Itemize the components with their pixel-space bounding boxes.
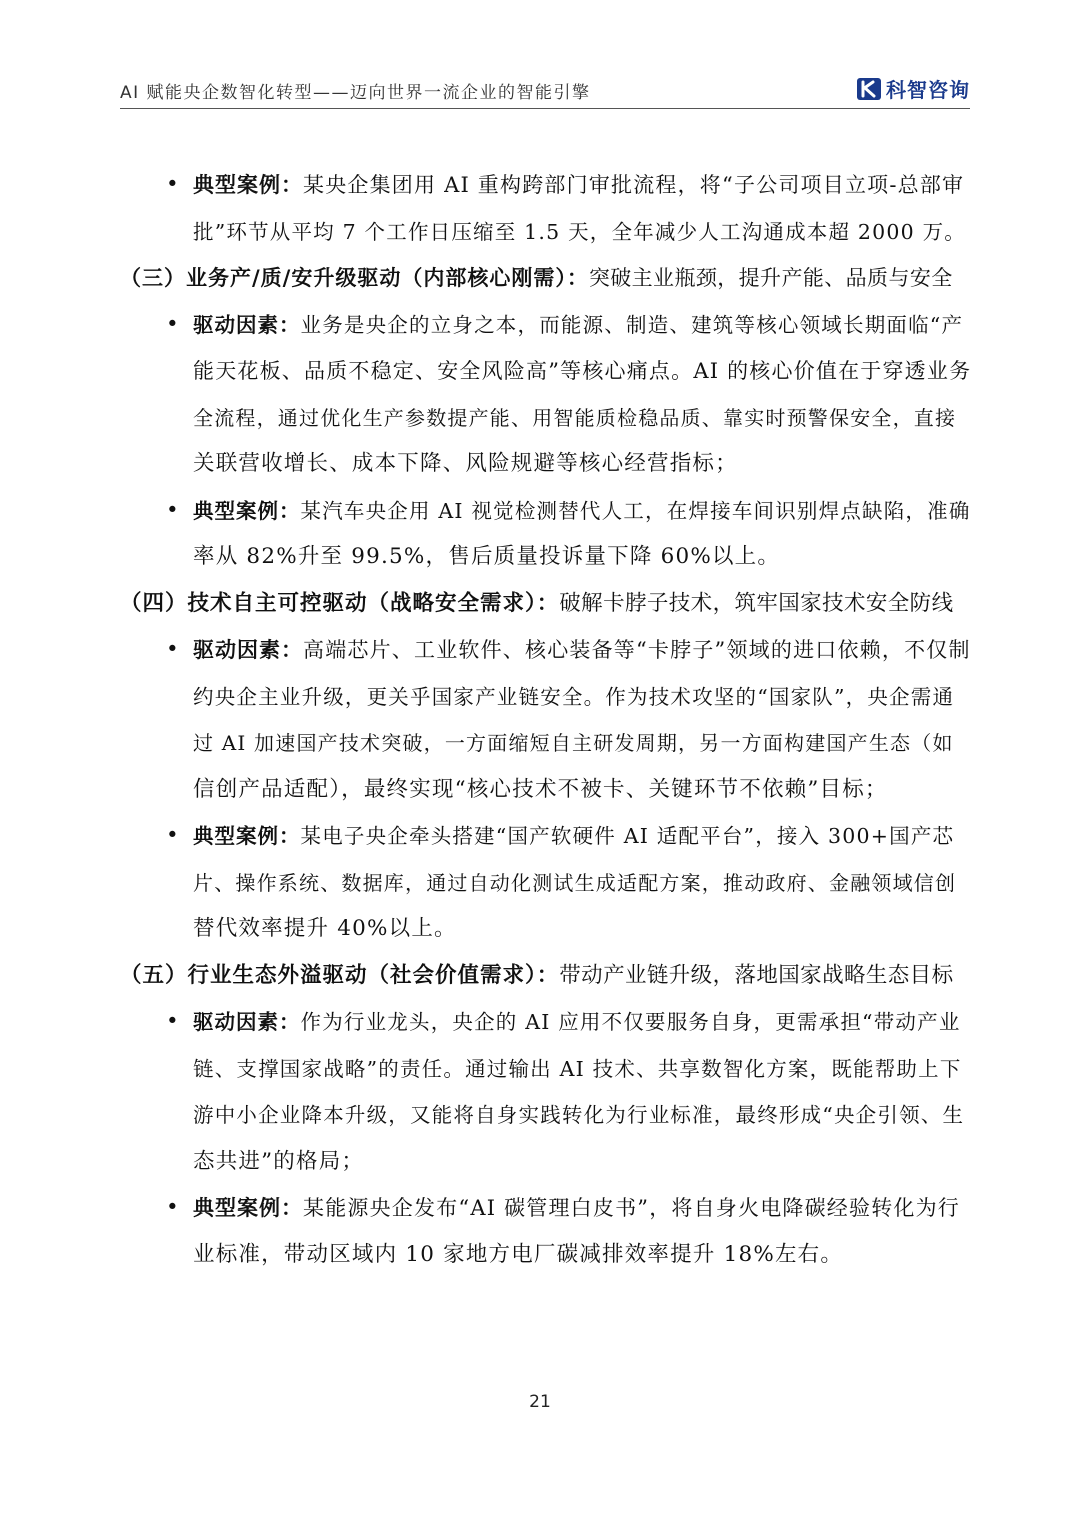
- k-logo-icon: [856, 77, 882, 101]
- bullet-dot: •: [166, 311, 179, 337]
- section-summary: 破解卡脖子技术，筑牢国家技术安全防线: [559, 590, 954, 616]
- paragraph-line: [193, 162, 970, 209]
- line-text: 某能源央企发布“AI 碳管理白皮书”，将自身火电降碳经验转化为行: [303, 1196, 961, 1220]
- bullet-item: [120, 999, 970, 1185]
- paragraph-line: [193, 813, 970, 860]
- paragraph-line: 全流程，通过优化生产参数提产能、用智能质检稳品质、靠实时预警保安全，直接: [193, 405, 957, 430]
- page-content: [120, 162, 970, 1278]
- bullet-label: 驱动因素：: [193, 1010, 301, 1034]
- section-title: （四）技术自主可控驱动（战略安全需求）：: [120, 590, 560, 616]
- logo-text: 科智咨询: [886, 78, 970, 102]
- paragraph-line: 态共进”的格局；: [193, 1148, 365, 1174]
- paragraph-line: 信创产品适配），最终实现“核心技术不被卡、关键环节不依赖”目标；: [193, 776, 888, 802]
- bullet-label: 驱动因素：: [193, 312, 301, 337]
- bullet-dot: •: [166, 1195, 179, 1220]
- bullet-label: 驱动因素：: [193, 638, 303, 662]
- header-divider: [120, 108, 970, 109]
- bullet-dot: •: [166, 823, 179, 848]
- line-text: 某电子央企牵头搭建“国产软硬件 AI 适配平台”，接入 300+国产芯: [300, 824, 955, 848]
- section-title: （三）业务产/质/安升级驱动（内部核心刚需）：: [120, 266, 589, 290]
- bullet-label: 典型案例：: [193, 498, 301, 523]
- line-text: 高端芯片、工业软件、核心装备等“卡脖子”领域的进口依赖，不仅制: [303, 638, 971, 662]
- paragraph-line: 能天花板、品质不稳定、安全风险高”等核心痛点。AI 的核心价值在于穿透业务: [193, 359, 972, 383]
- paragraph-line: 替代效率提升 40%以上。: [193, 916, 457, 941]
- paragraph-line: [193, 302, 970, 349]
- bullet-item: [120, 162, 970, 255]
- bullet-item: [120, 627, 970, 813]
- bullet-dot: •: [166, 637, 179, 662]
- paragraph-line: 过 AI 加速国产技术突破，一方面缩短自主研发周期，另一方面构建国产生态（如: [193, 731, 954, 755]
- paragraph-line: 业标准，带动区域内 10 家地方电厂碳减排效率提升 18%左右。: [193, 1241, 844, 1267]
- section-heading: [120, 581, 970, 628]
- line-text: 作为行业龙头，央企的 AI 应用不仅要服务自身，更需承担“带动产业: [300, 1010, 961, 1034]
- paragraph-line: [193, 1185, 970, 1232]
- bullet-item: [120, 813, 970, 953]
- paragraph-line: [193, 488, 970, 535]
- bullet-dot: •: [166, 1009, 179, 1034]
- bullet-label: 典型案例：: [193, 173, 303, 197]
- page-header: [120, 72, 970, 108]
- header-logo: [856, 74, 970, 103]
- bullet-dot: •: [166, 497, 179, 523]
- section-heading: [120, 953, 970, 1000]
- paragraph-line: 率从 82%升至 99.5%，售后质量投诉量下降 60%以上。: [193, 544, 781, 569]
- bullet-item: [120, 488, 970, 581]
- line-text: 某汽车央企用 AI 视觉检测替代人工，在焊接车间识别焊点缺陷，准确: [300, 498, 971, 523]
- paragraph-line: 批”环节从平均 7 个工作日压缩至 1.5 天，全年减少人工沟通成本超 2000 万。: [193, 219, 966, 244]
- paragraph-line: 片、操作系统、数据库，通过自动化测试生成适配方案，推动政府、金融领域信创: [193, 870, 957, 895]
- bullet-label: 典型案例：: [193, 824, 301, 848]
- bullet-label: 典型案例：: [193, 1196, 303, 1220]
- section-title: （五）行业生态外溢驱动（社会价值需求）：: [120, 962, 560, 988]
- line-text: 某央企集团用 AI 重构跨部门审批流程，将“子公司项目立项-总部审: [303, 173, 965, 197]
- header-title: AI 赋能央企数智化转型——迈向世界一流企业的智能引擎: [120, 83, 591, 103]
- paragraph-line: [193, 999, 970, 1046]
- bullet-dot: •: [166, 172, 179, 197]
- paragraph-line: 约央企主业升级，更关乎国家产业链安全。作为技术攻坚的“国家队”，央企需通: [193, 684, 955, 709]
- paragraph-line: [193, 627, 970, 674]
- page-number: 21: [529, 1392, 551, 1412]
- paragraph-line: 关联营收增长、成本下降、风险规避等核心经营指标；: [193, 451, 738, 476]
- section-summary: 突破主业瓶颈，提升产能、品质与安全: [588, 266, 953, 290]
- section-summary: 带动产业链升级，落地国家战略生态目标: [559, 962, 954, 988]
- paragraph-line: 游中小企业降本升级，又能将自身实践转化为行业标准，最终形成“央企引领、生: [193, 1103, 965, 1127]
- bullet-item: [120, 302, 970, 488]
- paragraph-line: 链、支撑国家战略”的责任。通过输出 AI 技术、共享数智化方案，既能帮助上下: [193, 1056, 962, 1081]
- line-text: 业务是央企的立身之本，而能源、制造、建筑等核心领域长期面临“产: [300, 312, 964, 337]
- bullet-item: [120, 1185, 970, 1278]
- section-heading: [120, 255, 970, 302]
